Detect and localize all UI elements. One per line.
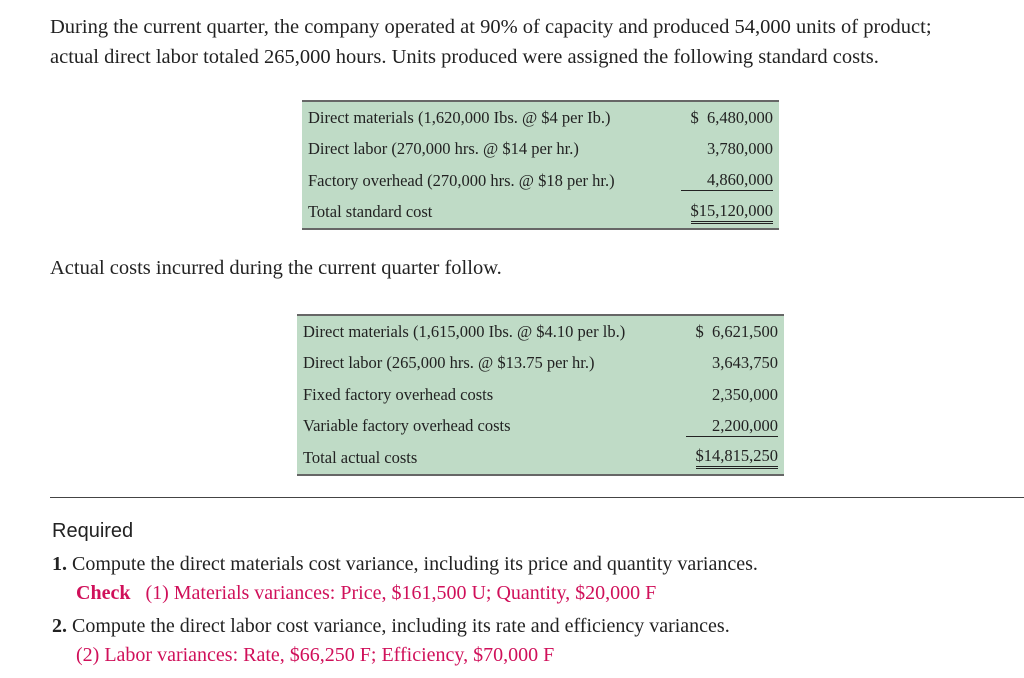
table-row <box>297 348 784 380</box>
row-label: Total standard cost <box>308 202 433 222</box>
divider <box>50 497 1024 498</box>
row-amount: 4,860,000 <box>681 170 773 191</box>
table-row <box>302 165 779 197</box>
table-row <box>297 442 784 475</box>
table-row <box>302 197 779 230</box>
table-row <box>302 134 779 166</box>
check-hint-2: (2) Labor variances: Rate, $66,250 F; Efficiency, $70,000 F <box>76 644 555 666</box>
check-label: Check <box>76 582 131 604</box>
item-text: Compute the direct materials cost variance, including its price and quantity variances. <box>72 553 758 575</box>
table-row <box>297 411 784 443</box>
required-heading: Required <box>52 520 134 542</box>
row-amount: 2,350,000 <box>712 384 778 404</box>
row-label: Total actual costs <box>303 447 418 467</box>
standard-cost-table <box>302 100 779 230</box>
item-number: 1. <box>52 553 67 575</box>
intro-line-2: actual direct labor totaled 265,000 hours. Units produced were assigned the following standard costs. <box>50 46 879 68</box>
item-number: 2. <box>52 615 67 637</box>
row-amount: 3,643,750 <box>712 353 778 373</box>
row-amount: $ 6,480,000 <box>690 107 773 127</box>
table-row <box>302 101 779 134</box>
intro-line-1: During the current quarter, the company operated at 90% of capacity and produced 54,000 units of product; <box>50 16 932 38</box>
row-label: Direct materials (1,615,000 Ibs. @ $4.10 per lb.) <box>303 321 626 341</box>
row-label: Direct materials (1,620,000 Ibs. @ $4 per Ib.) <box>308 107 611 127</box>
row-label: Variable factory overhead costs <box>303 416 511 436</box>
required-item-1 <box>52 553 758 576</box>
row-label: Direct labor (265,000 hrs. @ $13.75 per hr.) <box>303 353 595 373</box>
item-text: Compute the direct labor cost variance, including its rate and efficiency variances. <box>72 615 730 637</box>
table-row <box>297 379 784 411</box>
row-amount: 2,200,000 <box>686 416 778 437</box>
table-row <box>297 315 784 348</box>
row-label: Factory overhead (270,000 hrs. @ $18 per hr.) <box>308 170 615 190</box>
row-label: Direct labor (270,000 hrs. @ $14 per hr.) <box>308 139 579 159</box>
actual-costs-intro: Actual costs incurred during the current quarter follow. <box>50 257 502 279</box>
actual-cost-table <box>297 314 784 476</box>
intro-paragraph <box>50 12 1024 72</box>
row-amount: $ 6,621,500 <box>695 321 778 341</box>
check-hint-1 <box>76 582 656 605</box>
total-amount: $14,815,250 <box>696 446 779 469</box>
row-label: Fixed factory overhead costs <box>303 384 494 404</box>
check-text: (1) Materials variances: Price, $161,500 U; Quantity, $20,000 F <box>145 582 657 604</box>
row-amount: 3,780,000 <box>707 139 773 159</box>
required-item-2 <box>52 615 730 638</box>
total-amount: $15,120,000 <box>691 201 774 224</box>
